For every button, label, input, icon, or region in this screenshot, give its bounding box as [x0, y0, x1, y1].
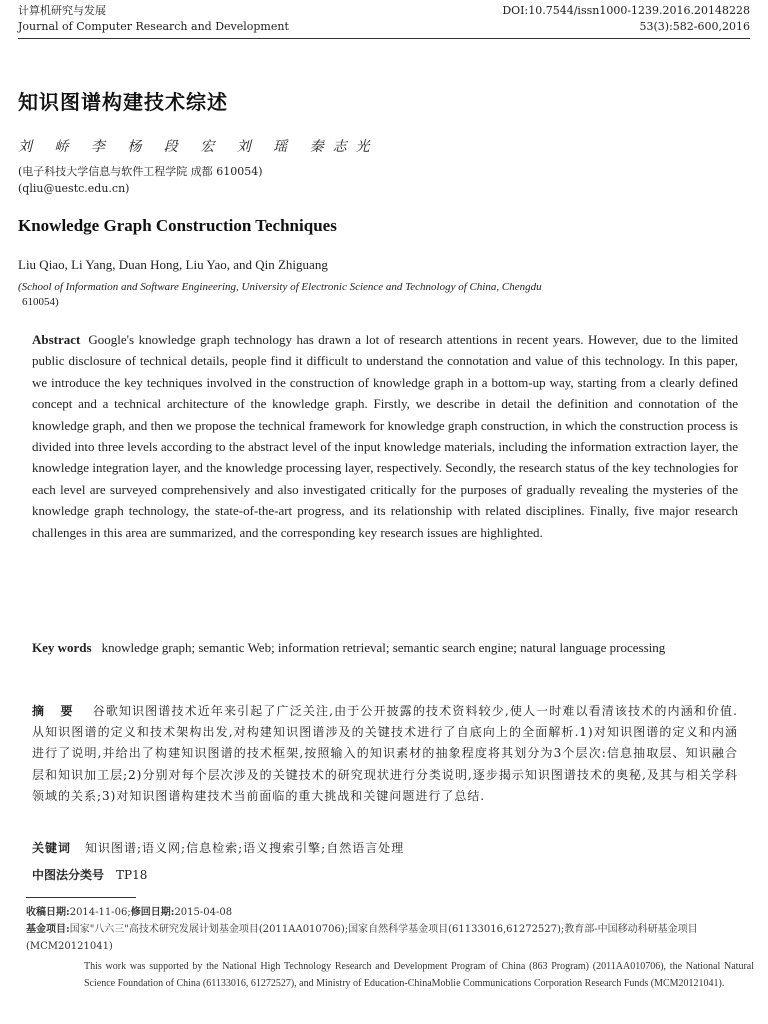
keywords-cn-text: 知识图谱;语义网;信息检索;语义搜索引擎;自然语言处理: [85, 841, 405, 855]
header-left: [18, 3, 289, 35]
received-date: 2014-11-06;: [69, 907, 131, 918]
author-email: (qliu@uestc.edu.cn): [18, 182, 130, 195]
doi: DOI:10.7544/issn1000-1239.2016.20148228: [502, 4, 750, 17]
abstract-cn: [32, 701, 738, 807]
footnote-rule: [26, 897, 136, 898]
journal-name-en: Journal of Computer Research and Development: [18, 20, 289, 33]
footnote-dates: [26, 904, 754, 921]
affiliation-cn: (电子科技大学信息与软件工程学院 成都 610054): [18, 165, 263, 178]
clc-label: 中图法分类号: [32, 868, 105, 882]
received-label: 收稿日期:: [26, 907, 70, 918]
abstract-cn-text: 谷歌知识图谱技术近年来引起了广泛关注,由于公开披露的技术资料较少,使人一时难以看清该技术的内涵和价值.从知识图谱的定义和技术架构出发,对构建知识图谱涉及的关键技术进行了自底向上的全面解析.1)对知识图谱的定义和内涵进行了说明,并给出了构建知识图谱的技术框架,按照输入的知识素材的抽象程度将其划分为3个层次:信息抽取层、知识融合层和知识加工层;2)分别对每个层次涉及的关键技术的研究现状进行分类说明,逐步揭示知识图谱技术的奥秘,及其与相关学科领域的关系;3)对知识图谱构建技术当前面临的重大挑战和关键问题进行了总结.: [32, 704, 738, 803]
revised-label: 修回日期:: [130, 907, 175, 918]
keywords-en-label: Key words: [32, 640, 92, 655]
header-right: [502, 3, 750, 35]
keywords-en-text: knowledge graph; semantic Web; information retrieval; semantic search engine; natural language processing: [101, 640, 666, 655]
affiliation-en-postcode: 610054): [22, 296, 59, 308]
title-en: Knowledge Graph Construction Techniques: [18, 216, 337, 235]
funding-text-cn: 国家"八六三"高技术研究发展计划基金项目(2011AA010706);国家自然科学基金项目(61133016,61272527);教育部-中国移动科研基金项目(MCM20121041): [26, 924, 698, 952]
volume-pages: 53(3):582-600,2016: [639, 20, 750, 33]
abstract-en-text: Google's knowledge graph technology has drawn a lot of research attentions in recent years. However, due to the limited public disclosure of technical details, people find it difficult to understand the connotation and value of this technology. In this paper, we introduce the key techniques involved in the construction of knowledge graph in a bottom-up way, starting from a clearly defined concept and a technical architecture of the knowledge graph. Firstly, we describe in detail the definition and connotation of the knowledge graph, and then we propose the technical framework for knowledge graph construction, in which the construction process is divided into three levels according to the abstract level of the input knowledge materials, including the information extraction layer, the knowledge integration layer, and the knowledge processing layer, respectively. Secondly, the research status of the key technologies for each level are surveyed comprehensively and also investigated critically for the purposes of gradually revealing the mysteries of the knowledge graph technology, the state-of-the-art progress, and its relationship with related disciplines. Finally, five major research challenges in this area are summarized, and the corresponding key research issues are highlighted.: [32, 332, 738, 540]
keywords-en: [32, 637, 738, 658]
abstract-en: [32, 329, 738, 543]
funding-text-en: This work was supported by the National High Technology Research and Development Program of China (863 Program) (2011AA010706), the National Natural Science Foundation of China (61133016, 61272527), and Ministry of Education-ChinaMoblie Communications Corporation Research Funds (MCM20121041).: [84, 961, 754, 989]
keywords-cn: [32, 839, 404, 856]
header-rule: [18, 38, 750, 39]
revised-date: 2015-04-08: [174, 907, 233, 918]
classification-number: [32, 866, 147, 883]
running-header: [18, 3, 750, 37]
footnote-funding: [26, 921, 754, 955]
authors-cn: 刘 峤 李 杨 段 宏 刘 瑶 秦志光: [18, 139, 379, 155]
affiliation-en: (School of Information and Software Engineering, University of Electronic Science and Technology of China, Chengdu: [18, 281, 542, 293]
keywords-cn-label: 关键词: [32, 841, 72, 855]
journal-name-cn: 计算机研究与发展: [18, 4, 106, 17]
title-cn: 知识图谱构建技术综述: [18, 90, 228, 114]
authors-en: Liu Qiao, Li Yang, Duan Hong, Liu Yao, and Qin Zhiguang: [18, 257, 328, 272]
clc-value: TP18: [116, 868, 148, 882]
abstract-cn-label: 摘 要: [32, 704, 79, 718]
funding-label: 基金项目:: [26, 924, 70, 935]
abstract-en-label: Abstract: [32, 332, 81, 347]
